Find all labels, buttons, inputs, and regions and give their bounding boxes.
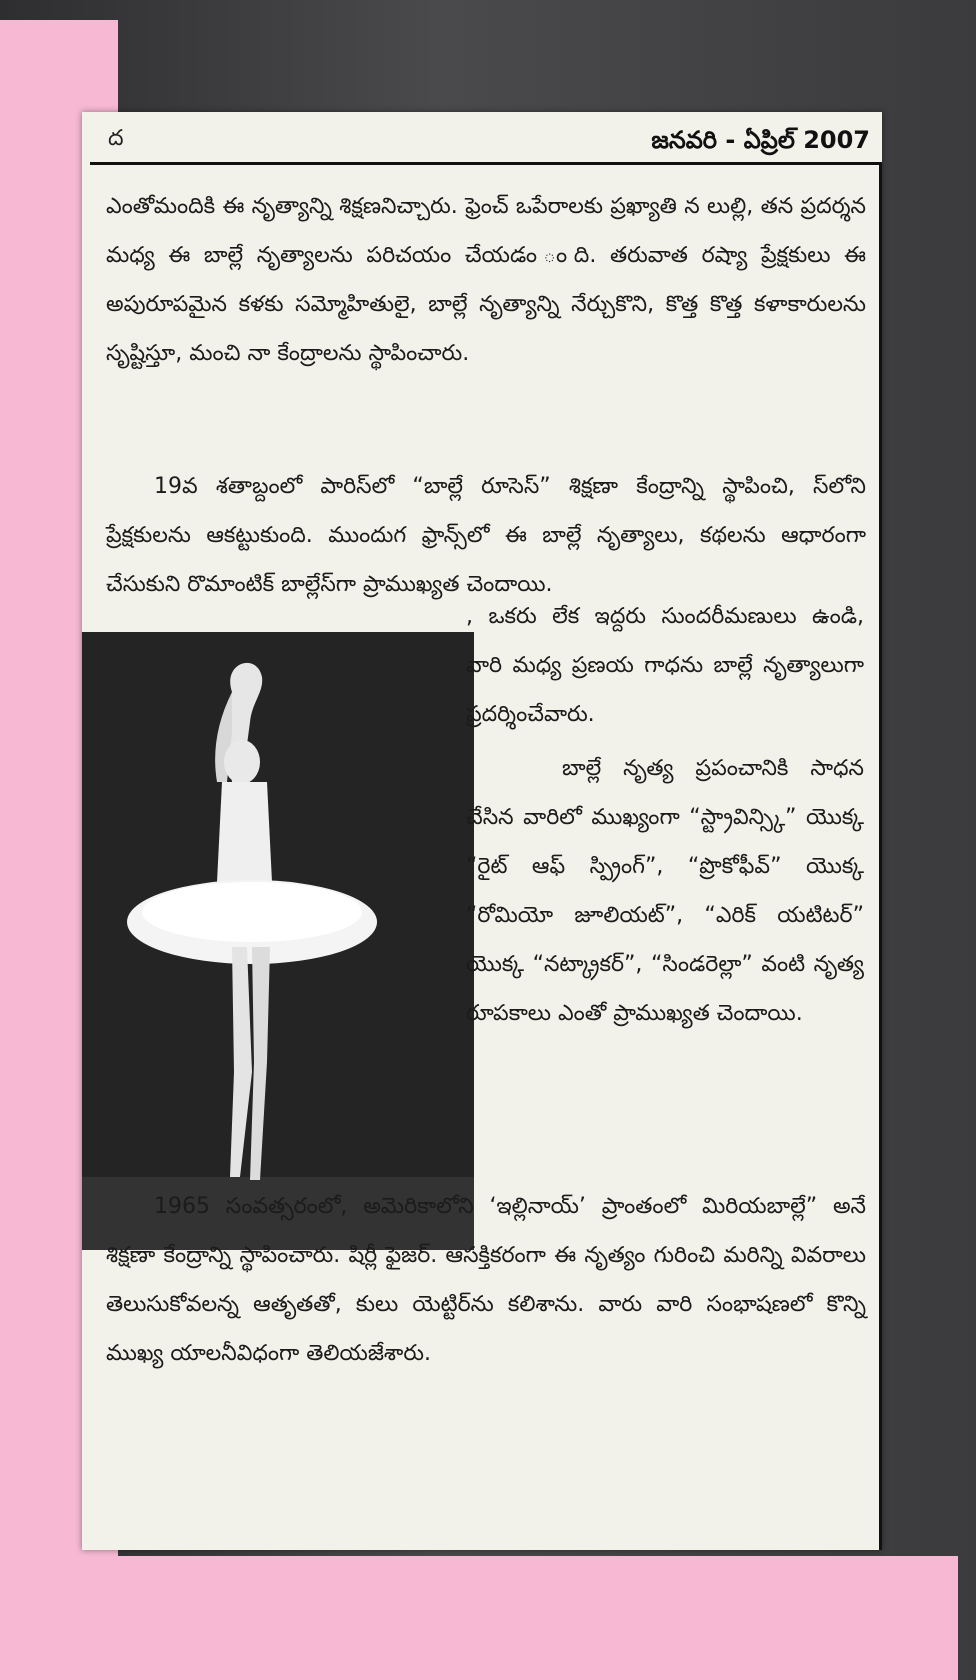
pink-backing-sheet-bottom — [0, 1556, 958, 1680]
newspaper-clipping — [82, 112, 882, 1550]
side-paragraph-2: బాల్లే నృత్య ప్రపంచానికి సాధన చేసిన వారిలో ముఖ్యంగా “స్ట్రావిన్స్కి” యొక్క “రైట్ ఆఫ్ స్ప్రింగ్”, “ప్రొకోఫీవ్” యొక్క “రోమియో జూలియట్”, “ఎరిక్ యటిటర్” యొక్క “నట్క్రాకర్”, “సిండరెల్లా” వంటి నృత్య రూపకాలు ఎంతో ప్రాముఖ్యత చెందాయి. — [466, 756, 864, 1026]
ballerina-illustration — [82, 632, 474, 1250]
article-paragraph-2: 19వ శతాబ్దంలో పారిస్‌లో “బాల్లే రూసెస్” శిక్షణా కేంద్రాన్ని స్థాపించి, స్‌లోని ప్రేక్షకులను ఆకట్టుకుంది. ముందుగ ఫ్రాన్స్‌లో ఈ బాల్లే నృత్యాలు, కథలను ఆధారంగా చేసుకుని రొమాంటిక్ బాల్లేస్‌గా ప్రాముఖ్యత చెందాయి. — [106, 474, 866, 597]
issue-date: జనవరి - ఏప్రిల్ 2007 — [651, 126, 870, 154]
header-left-fragment: ద — [108, 126, 124, 151]
side-paragraph-1: , ఒకరు లేక ఇద్దరు సుందరీమణులు ఉండి, వారి మధ్య ప్రణయ గాధను బాల్లే నృత్యాలుగా ప్రదర్శించేవారు. — [466, 604, 864, 727]
article-paragraph-1: ఎంతోమందికి ఈ నృత్యాన్ని శిక్షణనిచ్చారు. ఫ్రెంచ్ ఒపేరాలకు ప్రఖ్యాతి న లుల్లి, తన ప్రదర్శన మధ్య ఈ బాల్లే నృత్యాలను పరిచయం చేయడం ంది. తరువాత రష్యా ప్రేక్షకులు ఈ అపురూపమైన కళకు సమ్మోహితులై, బాల్లే నృత్యాన్ని నేర్చుకొని, కొత్త కొత్త కళాకారులను సృష్టిస్తూ, మంచి నా కేంద్రాలను స్థాపించారు. — [106, 194, 866, 366]
header-rule — [90, 162, 880, 165]
column-rule-right — [879, 162, 882, 1550]
article-paragraph-3: 1965 సంవత్సరంలో, అమెరికాలోని ‘ఇల్లినాయ్’ ప్రాంతంలో మిరియబాల్లే” అనే శిక్షణా కేంద్రాన్ని స్థాపించారు. షిర్లీ ఫైజర్. ఆసక్తికరంగా ఈ నృత్యం గురించి మరిన్ని వివరాలు తెలుసుకోవలన్న ఆతృతతో, కులు యెట్టిర్‌ను కలిశాను. వారు వారి సంభాషణలో కొన్ని ముఖ్య యాలనీవిధంగా తెలియజేశారు. — [106, 1194, 866, 1366]
ballerina-photo — [82, 632, 474, 1250]
page-header — [82, 120, 882, 160]
